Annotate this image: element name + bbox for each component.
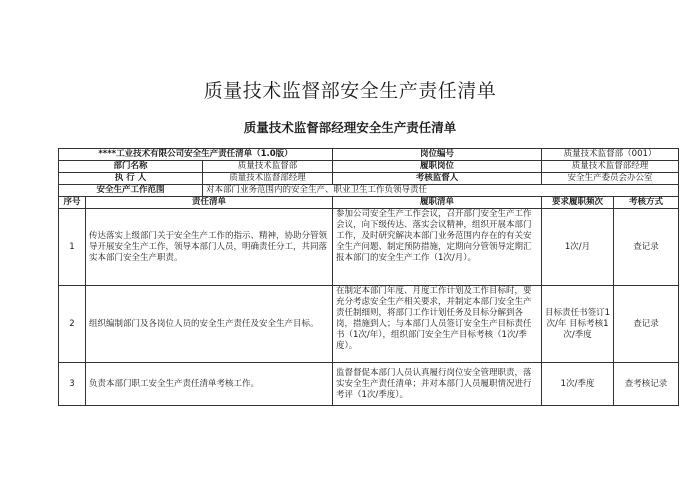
row-duty: 传达落实上级部门关于安全生产工作的指示、精神，协助分管领导开展安全生产工作，领导本部门人员，明确责任分工，共同落实本部门安全生产职责。 <box>86 209 333 286</box>
meta-row-company <box>59 149 679 161</box>
assessor-value: 安全生产委员会办公室 <box>542 173 679 185</box>
dept-value: 质量技术监督部 <box>203 161 333 173</box>
row-duty: 负责本部门职工安全生产责任清单考核工作。 <box>86 363 333 406</box>
executor-label: 执 行 人 <box>59 173 203 185</box>
row-seq: 2 <box>59 286 86 363</box>
row-perform: 监督督促本部门人员认真履行岗位安全管理职责，落实安全生产责任清单；并对本部门人员履职情况进行考评（1次/季度）。 <box>333 363 542 406</box>
table-row <box>59 363 679 406</box>
company-label: ****工业技术有限公司安全生产责任清单（1.0版） <box>59 149 333 161</box>
row-perform: 参加公司安全生产工作会议，召开部门安全生产工作会议，向下级传达、落实会议精神，组织开展本部门工作，及时研究解决本部门业务范围内存在的有关安全生产问题、制定预防措施，定期向分管领导定期汇报本部门的安全生产工作（1次/月）。 <box>333 209 542 286</box>
duty-post-label: 履职岗位 <box>333 161 542 173</box>
dept-label: 部门名称 <box>59 161 203 173</box>
meta-row-scope <box>59 185 679 197</box>
page-title: 质量技术监督部安全生产责任清单 <box>203 80 497 102</box>
column-header-row <box>59 197 679 209</box>
page-subtitle: 质量技术监督部经理安全生产责任清单 <box>243 120 457 135</box>
table-row <box>59 209 679 286</box>
executor-value: 质量技术监督部经理 <box>203 173 333 185</box>
scope-value: 对本部门业务范围内的安全生产、职业卫生工作负领导责任 <box>203 185 679 197</box>
col-header-duty: 责任清单 <box>86 197 333 209</box>
meta-row-executor <box>59 173 679 185</box>
row-method: 查考核记录 <box>614 363 679 406</box>
meta-row-dept <box>59 161 679 173</box>
responsibility-table <box>58 148 679 406</box>
row-freq: 1次/月 <box>542 209 614 286</box>
row-method: 查记录 <box>614 286 679 363</box>
row-perform: 在制定本部门年度、月度工作计划及工作目标时，要充分考虑安全生产相关要求，并制定本部门安全生产责任制细则，将部门工作计划任务及目标分解到各岗，措施到人；与本部门人员签订安全生产目标责任书（1次/年），组织部门安全生产目标考核（1次/季度）。 <box>333 286 542 363</box>
table-row <box>59 286 679 363</box>
row-freq: 1次/季度 <box>542 363 614 406</box>
assessor-label: 考核监督人 <box>333 173 542 185</box>
row-duty: 组织编制部门及各岗位人员的安全生产责任及安全生产目标。 <box>86 286 333 363</box>
col-header-method: 考核方式 <box>614 197 679 209</box>
row-seq: 3 <box>59 363 86 406</box>
duty-post-value: 质量技术监督部经理 <box>542 161 679 173</box>
row-freq: 目标责任书签订1次/年 目标考核1次/季度 <box>542 286 614 363</box>
post-code-label: 岗位编号 <box>333 149 542 161</box>
col-header-seq: 序号 <box>59 197 86 209</box>
col-header-perform: 履职清单 <box>333 197 542 209</box>
row-method: 查记录 <box>614 209 679 286</box>
row-seq: 1 <box>59 209 86 286</box>
scope-label: 安全生产工作范围 <box>59 185 203 197</box>
post-code-value: 质量技术监督部（001） <box>542 149 679 161</box>
col-header-freq: 要求履职频次 <box>542 197 614 209</box>
